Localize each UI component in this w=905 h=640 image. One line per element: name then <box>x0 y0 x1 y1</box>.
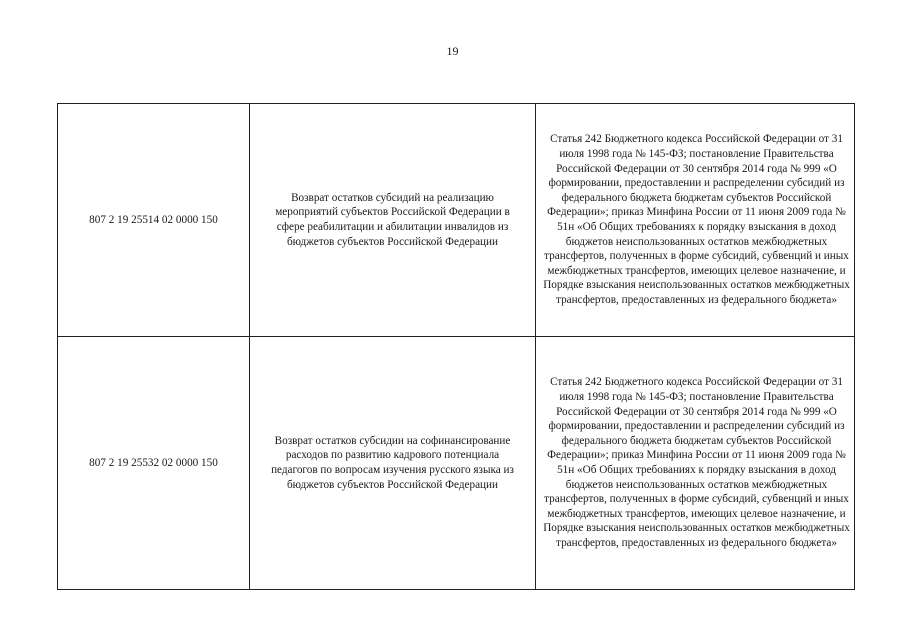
legal-basis-cell <box>536 337 855 590</box>
legal-basis-text: Статья 242 Бюджетного кодекса Российской Федерации от 31 июля 1998 года № 145-ФЗ; постановление Правительства Российской Федерации от 30 сентября 2014 года № 999 «О формировании, предоставлении и распределении субсидий из федерального бюджета бюджетам субъектов Российской Федерации»; приказ Минфина России от 11 июня 2009 года № 51н «Об Общих требованиях к порядку взыскания в доход бюджетов неиспользованных остатков межбюджетных трансфертов, полученных в форме субсидий, субвенций и иных межбюджетных трансфертов, имеющих целевое назначение, и Порядке взыскания неиспользованных остатков межбюджетных трансфертов, предоставленных из федерального бюджета» <box>543 133 850 306</box>
budget-code-cell: 807 2 19 25532 02 0000 150 <box>58 337 250 590</box>
table-row <box>58 104 855 337</box>
description-text: Возврат остатков субсидий на реализацию мероприятий субъектов Российской Федерации в сфере реабилитации и абилитации инвалидов из бюджетов субъектов Российской Федерации <box>275 191 510 248</box>
description-text: Возврат остатков субсидии на софинансирование расходов по развитию кадрового потенциала педагогов по вопросам изучения русского языка из бюджетов субъектов Российской Федерации <box>271 434 514 491</box>
description-cell <box>250 104 536 337</box>
budget-codes-table <box>57 103 855 590</box>
legal-basis-cell <box>536 104 855 337</box>
description-cell <box>250 337 536 590</box>
table-row <box>58 337 855 590</box>
page-number: 19 <box>446 44 459 58</box>
budget-code-cell: 807 2 19 25514 02 0000 150 <box>58 104 250 337</box>
legal-basis-text: Статья 242 Бюджетного кодекса Российской Федерации от 31 июля 1998 года № 145-ФЗ; постановление Правительства Российской Федерации от 30 сентября 2014 года № 999 «О формировании, предоставлении и распределении субсидий из федерального бюджета бюджетам субъектов Российской Федерации»; приказ Минфина России от 11 июня 2009 года № 51н «Об Общих требованиях к порядку взыскания в доход бюджетов неиспользованных остатков межбюджетных трансфертов, полученных в форме субсидий, субвенций и иных межбюджетных трансфертов, имеющих целевое назначение, и Порядке взыскания неиспользованных остатков межбюджетных трансфертов, предоставленных из федерального бюджета» <box>543 376 850 549</box>
